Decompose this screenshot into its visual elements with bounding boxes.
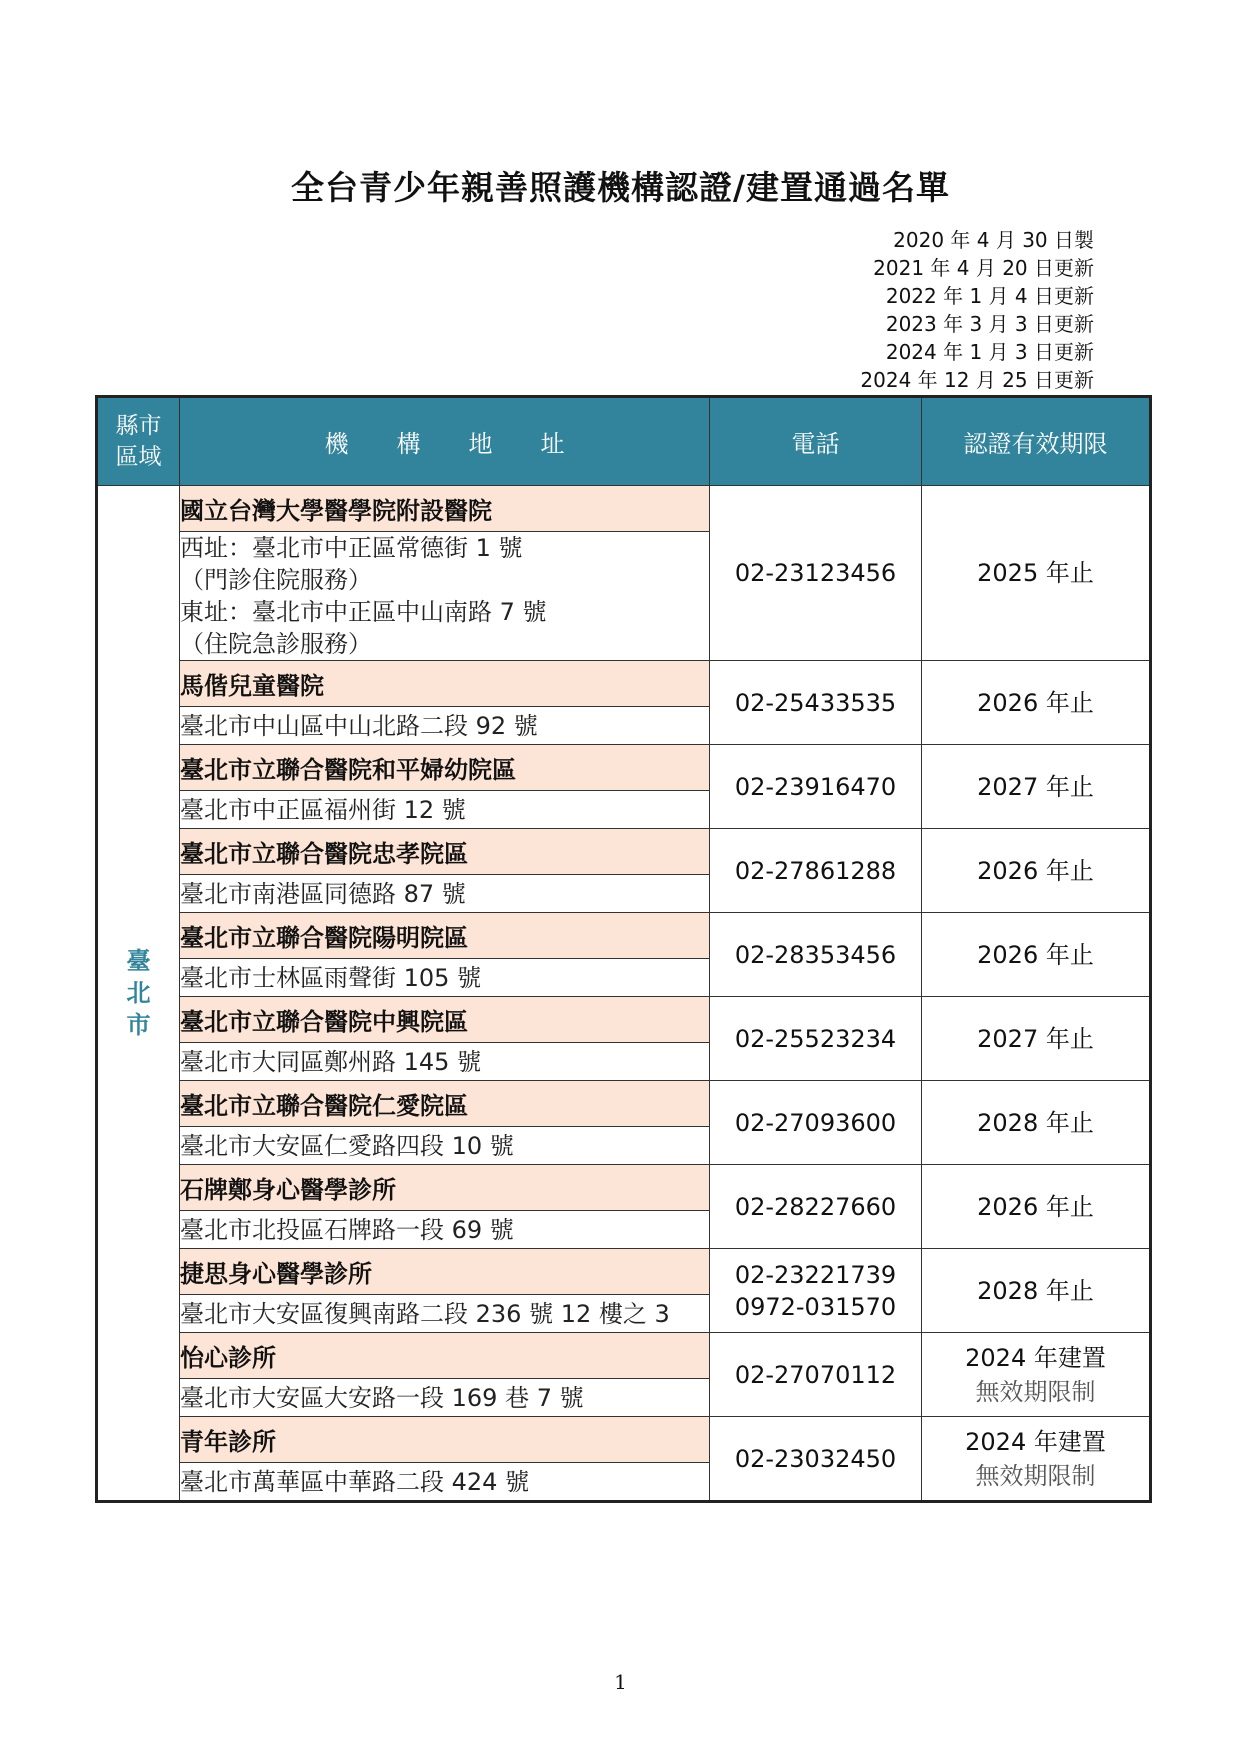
institution-name: 怡心診所 <box>180 1333 710 1379</box>
table-row <box>97 997 1151 1043</box>
validity-cell <box>922 1081 1151 1165</box>
revision-date: 2020 年 4 月 30 日製 <box>893 228 1094 252</box>
validity-period: 2026 年止 <box>977 688 1094 717</box>
table-row <box>97 913 1151 959</box>
institution-address <box>180 1127 710 1165</box>
revision-date: 2024 年 1 月 3 日更新 <box>885 340 1094 364</box>
address-line: 東址：臺北市中正區中山南路 7 號 <box>180 598 547 626</box>
phone-cell <box>710 1333 922 1417</box>
institution-name: 臺北市立聯合醫院和平婦幼院區 <box>180 745 710 791</box>
institution-name: 石牌鄭身心醫學診所 <box>180 1165 710 1211</box>
region-char: 北 <box>126 979 151 1007</box>
validity-period: 2025 年止 <box>977 559 1094 587</box>
institution-name: 青年診所 <box>180 1417 710 1463</box>
address-line: 臺北市中山區中山北路二段 92 號 <box>180 711 538 740</box>
validity-period: 2027 年止 <box>977 1024 1094 1053</box>
table-row <box>97 486 1151 532</box>
institution-name: 臺北市立聯合醫院忠孝院區 <box>180 829 710 875</box>
validity-period: 2026 年止 <box>977 1192 1094 1221</box>
validity-period: 2024 年建置 <box>965 1427 1106 1456</box>
institution-address <box>180 1043 710 1081</box>
phone-cell <box>710 1165 922 1249</box>
address-line: （門診住院服務） <box>180 566 372 594</box>
region-char: 市 <box>126 1011 151 1039</box>
phone-cell <box>710 913 922 997</box>
table-row <box>97 1417 1151 1463</box>
address-line: 臺北市大安區大安路一段 169 巷 7 號 <box>180 1383 584 1412</box>
institution-name: 臺北市立聯合醫院中興院區 <box>180 997 710 1043</box>
phone-number: 02-27070112 <box>734 1360 897 1389</box>
address-line: 臺北市萬華區中華路二段 424 號 <box>180 1467 530 1496</box>
validity-cell <box>922 1417 1151 1502</box>
phone-number: 02-23221739 <box>734 1260 897 1289</box>
institution-address <box>180 1463 710 1502</box>
address-line: 臺北市北投區石牌路一段 69 號 <box>180 1215 514 1244</box>
address-line: 臺北市大安區仁愛路四段 10 號 <box>180 1131 514 1160</box>
institution-address <box>180 1211 710 1249</box>
phone-number: 02-23032450 <box>734 1444 897 1473</box>
table-row <box>97 745 1151 791</box>
phone-number: 02-27093600 <box>734 1108 897 1137</box>
revision-date: 2022 年 1 月 4 日更新 <box>885 284 1094 308</box>
validity-cell <box>922 486 1151 661</box>
institution-address <box>180 791 710 829</box>
phone-number: 02-25523234 <box>734 1024 897 1053</box>
institution-name: 臺北市立聯合醫院陽明院區 <box>180 913 710 959</box>
validity-period: 2028 年止 <box>977 1108 1094 1137</box>
validity-cell <box>922 997 1151 1081</box>
institution-table <box>95 395 1152 1503</box>
header-phone: 電話 <box>710 397 922 486</box>
validity-cell <box>922 661 1151 745</box>
address-line: 臺北市大安區復興南路二段 236 號 12 樓之 3 <box>180 1299 670 1328</box>
validity-cell <box>922 745 1151 829</box>
institution-name: 馬偕兒童醫院 <box>180 661 710 707</box>
address-line: 臺北市中正區福州街 12 號 <box>180 795 466 824</box>
table-row <box>97 661 1151 707</box>
phone-cell <box>710 997 922 1081</box>
phone-number: 02-23916470 <box>734 772 897 801</box>
phone-cell <box>710 1417 922 1502</box>
table-row <box>97 1333 1151 1379</box>
institution-address <box>180 532 710 661</box>
validity-note: 無效期限制 <box>975 1461 1096 1490</box>
validity-cell <box>922 829 1151 913</box>
table-row <box>97 829 1151 875</box>
phone-number: 02-28353456 <box>734 940 897 969</box>
institution-address <box>180 707 710 745</box>
revision-date: 2021 年 4 月 20 日更新 <box>873 256 1094 280</box>
address-line: （住院急診服務） <box>180 630 372 658</box>
validity-cell <box>922 1249 1151 1333</box>
validity-cell <box>922 1333 1151 1417</box>
header-address: 機構地址 <box>180 397 710 486</box>
region-char: 臺 <box>126 947 151 975</box>
validity-period: 2026 年止 <box>977 940 1094 969</box>
institution-address <box>180 959 710 997</box>
revision-dates <box>860 226 1094 394</box>
institution-address <box>180 875 710 913</box>
document-title: 全台青少年親善照護機構認證/建置通過名單 <box>290 168 951 207</box>
revision-date: 2023 年 3 月 3 日更新 <box>885 312 1094 336</box>
phone-cell <box>710 829 922 913</box>
address-line: 臺北市士林區雨聲街 105 號 <box>180 963 482 992</box>
validity-period: 2027 年止 <box>977 772 1094 801</box>
phone-number: 02-27861288 <box>734 856 897 885</box>
phone-cell <box>710 745 922 829</box>
phone-cell <box>710 1249 922 1333</box>
institution-address <box>180 1295 710 1333</box>
validity-period: 2028 年止 <box>977 1276 1094 1305</box>
address-line: 臺北市大同區鄭州路 145 號 <box>180 1047 482 1076</box>
address-line: 臺北市南港區同德路 87 號 <box>180 879 466 908</box>
institution-address <box>180 1379 710 1417</box>
validity-period: 2026 年止 <box>977 856 1094 885</box>
revision-date: 2024 年 12 月 25 日更新 <box>860 368 1094 392</box>
phone-number: 02-25433535 <box>734 688 897 717</box>
header-region: 縣市 區域 <box>97 397 180 486</box>
validity-note: 無效期限制 <box>975 1377 1096 1406</box>
validity-cell <box>922 913 1151 997</box>
phone-number: 0972-031570 <box>734 1292 897 1321</box>
page-number: 1 <box>614 1670 627 1694</box>
header-validity: 認證有效期限 <box>922 397 1151 486</box>
institution-name: 臺北市立聯合醫院仁愛院區 <box>180 1081 710 1127</box>
address-line: 西址：臺北市中正區常德街 1 號 <box>180 534 523 562</box>
table-row <box>97 1081 1151 1127</box>
phone-cell <box>710 661 922 745</box>
table-body <box>97 486 1151 1502</box>
phone-cell <box>710 486 922 661</box>
validity-period: 2024 年建置 <box>965 1343 1106 1372</box>
institution-name: 捷思身心醫學診所 <box>180 1249 710 1295</box>
table-row <box>97 1249 1151 1295</box>
region-cell <box>97 486 180 1502</box>
validity-cell <box>922 1165 1151 1249</box>
institution-name: 國立台灣大學醫學院附設醫院 <box>180 486 710 532</box>
phone-number: 02-23123456 <box>734 559 897 587</box>
table-row <box>97 1165 1151 1211</box>
phone-number: 02-28227660 <box>734 1192 897 1221</box>
phone-cell <box>710 1081 922 1165</box>
table-header-row <box>97 397 1151 486</box>
